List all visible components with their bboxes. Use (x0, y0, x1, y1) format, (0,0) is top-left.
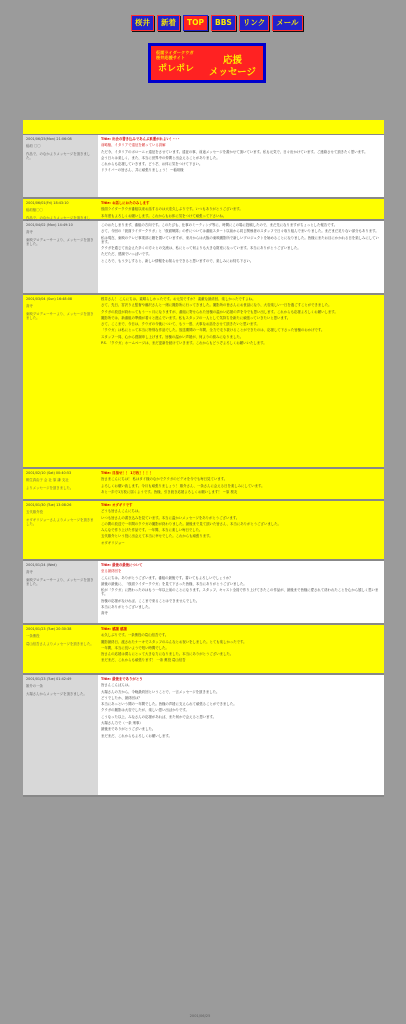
post-paragraph: ところで、もう少しすると、新しい情報をお知らせできると思いますので、楽しみにお待ち下さい。 (101, 258, 254, 263)
post-paragraph: 桜井さん！ こんにちは。素晴らしかったです。お元気ですか？ 素敵な最終回、楽しかったですよね。 (101, 297, 256, 301)
post-body (98, 675, 384, 795)
post-date: 2001/01/23 (Tue) 01:42:49 (26, 677, 72, 681)
post-paragraph: あと一歩で1万枚に届くようです。皆様、引き続き応援よろしくお願いします！ ー原 桜友 (101, 489, 238, 494)
post-meta (23, 501, 98, 559)
post-paragraph: 本年度もよろしくお願いします。これからもお体に気をつけて頑張って下さいね。 (101, 213, 227, 218)
post-author: 桐生真由子 会 社 原 謙 支社 (26, 478, 69, 483)
post-paragraph: 皆さまこんにちは！ 私はタイ様のなかでクウガのビデオを今でも毎日見ています。 (101, 477, 228, 482)
post-paragraph: さて、ここまで、今日は、クウガの今後について、もう一度、大事なお話をさせて頂きたいと思います。 (101, 322, 260, 327)
post-paragraph: 大場さん力で（一条 刑事） (101, 721, 143, 726)
post-paragraph: クウガの撮影は大変でしたが、楽しい思い出ばかりです。 (101, 708, 189, 713)
post-paragraph: 「クウガ」は私にとって本当に特別な作品でした。放送期間の一年間、全力で走り抜けることができたのは、応援して下さった皆様のおかげです。 (101, 328, 325, 333)
post-paragraph: 前略様、イタリアで遠征を願っている誤解 (101, 143, 166, 148)
page-banner (148, 43, 266, 83)
post-paragraph: 最後の最後に、「仮面ライダークウガ」を見て下さった皆様、本当にありがとうございました。 (101, 581, 247, 586)
post-date: 2001/01/24 (Wed) (26, 563, 57, 567)
post-paragraph: 本当にあっという間の一年間でした。皆様の声援に支えられて頑張ることができました。 (101, 702, 237, 707)
message-board (23, 120, 384, 797)
post-title: Title: 目指せ！！ 1万枚！！！！ (101, 471, 153, 475)
post-paragraph: 撮影所では、新番組の準備が着々と進んでいます。私もスタッフの一人として気持ちを新たに頑張っていきたいと思います。 (101, 315, 291, 320)
post-paragraph: こうなった以上、みなさんの応援があれば、また何かで会えると思います。 (101, 714, 217, 719)
post-row (23, 675, 384, 797)
post-title: Title: オダギリです (101, 503, 133, 507)
post-paragraph: お久しぶりです。一条薫役の葛山信吾です。 (101, 633, 169, 638)
post-paragraph: 仮面ライダークウガ番組以来お話するのは大変久しぶりです。いつもありがとうございます。 (101, 207, 243, 212)
post-meta (23, 199, 98, 219)
post-paragraph: 高寺 (101, 611, 108, 616)
nav-link-button[interactable]: リンク (239, 15, 269, 31)
post-title: Title: 最後の最後について (101, 563, 143, 567)
post-author: 高寺 (26, 304, 33, 309)
post-date: 2001/03/04 (Sun) 16:48:08 (26, 297, 73, 301)
post-body (98, 501, 384, 559)
post-paragraph: ただただ、感謝でいっぱいです。 (101, 252, 152, 257)
post-author-note: 東映プロデューサーより、メッセージを頂きました。 (26, 311, 94, 320)
post-paragraph: よろしくお願い致します。今月も頑張りましょう！ 雄介さん、一条さんに会える日を楽しみにしています。 (101, 483, 265, 488)
post-paragraph: どうでしたか、最終回は？ (101, 695, 142, 700)
post-author: 一条薫役 (26, 634, 40, 639)
post-paragraph: 一年間、本当に長いようで短い時間でした。 (101, 645, 169, 650)
top-nav (131, 15, 303, 31)
post-paragraph: まだまだ、これからも頑張ります！ 一条 薫役 葛山信吾 (101, 658, 186, 663)
post-author: 五代雄介役 (26, 510, 43, 515)
post-meta (23, 221, 98, 293)
post-paragraph: P.S. 「クウガ」ホームページは、まだ更新を続けていきます。これからもどうぞよろしくお願いいたします。 (101, 341, 267, 346)
post-meta (23, 295, 98, 467)
post-author-note: よりメッセージを頂きました。 (26, 485, 74, 490)
post-body (98, 469, 384, 499)
post-row (23, 199, 384, 221)
post-row (23, 469, 384, 501)
post-paragraph: みんなで作り上げた作品です。一年間、本当に楽しい毎日でした。 (101, 528, 203, 533)
post-paragraph: 皆さんこんばんは。 (101, 683, 132, 688)
post-paragraph: どうも皆さんこんにちは。 (101, 509, 142, 514)
post-paragraph: オダギリジョー (101, 540, 125, 545)
post-author-note: 東映プロデューサーより、メッセージを頂きました。 (26, 237, 94, 246)
post-list (23, 135, 384, 797)
banner-title: 応援 メッセージ (209, 55, 256, 78)
post-body (98, 561, 384, 623)
post-meta (23, 135, 98, 197)
post-paragraph: 私が「クウガ」に携わったのはもう一年以上前のことになります。スタッフ、キャスト全員で作り上げてきたこの作品が、最後まで皆様に愛されて終われたことを心から嬉しく思います。 (101, 588, 379, 597)
post-paragraph: ただ今、イタリアのボローニャ遠征をさせています。遠征の事、前途メッセージを書かせて頂いています。私も元気で、日々出かけています。ご連絡させて頂きたく思います。 (101, 149, 368, 154)
post-paragraph: これからも応援していきます。どうぞ、お体に気をつけて下さい。 (101, 162, 203, 167)
post-paragraph: 至る最終回を (101, 569, 122, 574)
post-title: Title: 出会の書き込みであんぷ系運がれよい！-・- (101, 137, 180, 141)
post-paragraph: クウガを通じて出会えた多くの方々との交流は、私にとって何よりも大きな財産になっています。本当にありがとうございました。 (101, 246, 301, 251)
post-author-note: 大場さんからメッセージを頂きました。 (26, 691, 87, 696)
post-date: 2001/06/25(Mon) 21:06:08 (26, 137, 72, 141)
post-paragraph: まだまだ、これからもよろしくお願いします。 (101, 733, 172, 738)
post-paragraph: クウガの放送が終わってもう一ヶ月になりますが、番組に寄せられた皆様の温かい応援の声を今でも思い出します。これからも応援よろしくお願いします。 (101, 309, 338, 314)
post-row (23, 501, 384, 561)
post-row (23, 295, 384, 469)
post-date: 2001/01/23 (Tue) 20:30:38 (26, 627, 72, 631)
post-author: 稲垣 〇〇 (26, 144, 41, 149)
post-body (98, 625, 384, 673)
post-meta (23, 469, 98, 499)
post-paragraph: 皆様の応援がなければ、ここまで来ることはできませんでした。 (101, 598, 200, 603)
board-header-strip (23, 120, 384, 135)
post-paragraph: ドライバーの皆さん、共に頑張りましょう！ ー稲垣様 (101, 168, 184, 173)
post-body (98, 135, 384, 197)
banner-logo: ポレポレ (158, 64, 195, 74)
post-meta (23, 675, 98, 795)
post-meta (23, 625, 98, 673)
post-row (23, 561, 384, 625)
post-row (23, 135, 384, 199)
post-paragraph: さて、先日、宮沢りえ監督や藤沢さんと一緒に撮影所に行ってきました。撮影所の皆さんにお世話になり、大変楽しい一日を過ごすことができました。 (101, 303, 332, 308)
banner-site-name: 仮面ライダークウガ 桜井応援サイト (156, 50, 194, 60)
post-date: 2001/06/01(Fri) 18:43:10 (26, 201, 69, 205)
post-paragraph: スタッフ一同、心から感謝申し上げます。皆様の温かい声援が、何よりの励みになりました。 (101, 334, 244, 339)
post-date: 2001/02/10 (Sat) 00:40:53 (26, 471, 72, 475)
post-author: 雄介の一条 (26, 684, 43, 689)
post-paragraph: この間の放送で一年間のクウガの撮影が終わりました。最後まで見て頂いた皆さん、本当にありがとうございました。 (101, 521, 281, 526)
post-row (23, 625, 384, 675)
page-footer: 2001/06/25 (189, 1014, 211, 1018)
post-author-note: 作品で、のなかよりメッセージを頂きました。 (26, 151, 91, 160)
post-date: 2001/01/30 (Tue) 13:08:26 (26, 503, 72, 507)
post-author: 稲垣様〇〇 (26, 208, 43, 213)
post-date: 2001/04/02 (Mon) 14:49:10 (26, 223, 73, 227)
nav-new-button[interactable]: 新着 (157, 15, 180, 31)
post-paragraph: 撮影最終日、渡されたケーキでスタッフのみんなとお祝いをしました。とても楽しかったです。 (101, 639, 247, 644)
nav-mail-button[interactable]: メール (272, 15, 302, 31)
post-body (98, 295, 384, 467)
post-author-note: 東映プロデューサーより、メッセージを頂きました。 (26, 577, 94, 586)
post-title: Title: お話しにおたのみします (101, 201, 150, 205)
post-body (98, 221, 384, 293)
nav-bbs-button[interactable]: BBS (211, 15, 236, 31)
post-paragraph: 大場さんの方から、今晩最終回ということで、一言メッセージを頂きました。 (101, 689, 220, 694)
post-paragraph: さて、今回の「仮面ライダークウガ」と「仮面戦隊」の件については番組スタート以前から同じ関係者のスタッフで日々取り組んでまいりました。まだまだ足りない部分もあります。 (101, 229, 379, 234)
post-paragraph: こんにちは。ありがとうございます。番組の最後です。書いてもよろしいでしょうか？ (101, 575, 233, 580)
post-row (23, 221, 384, 295)
post-paragraph: 本当にありがとうございました。 (101, 605, 152, 610)
post-title: Title: 最後までありがとう (101, 677, 143, 681)
nav-top-button[interactable]: TOP (183, 15, 208, 31)
post-paragraph: このおたしまりまず、番組の方向です。このたびも、仕事のミーティング等に、時間にこの場に投稿したので、まだ先になりますがちょっとした報告です。 (101, 223, 338, 227)
post-paragraph: 私は現在、東映のテレビ事業部に籍を置いていますが、来月からは大阪の東映撮影所で新しいプロジェクトを始めることになりました。皆様にまたお目にかかれる日を楽しみにしています。 (101, 235, 379, 244)
nav-sakurai-button[interactable]: 桜井 (131, 15, 154, 31)
post-body (98, 199, 384, 219)
post-author-note: オダギリジョーさんよりメッセージを頂きました。 (26, 517, 94, 526)
post-author: 高寺 (26, 570, 33, 575)
post-paragraph: いつも皆さんの書き込みを見ています。本当に温かいメッセージをありがとうございます。 (101, 515, 240, 520)
post-paragraph: 最後までありがとうございました。 (101, 727, 156, 732)
post-paragraph: 皆さんの応援は僕らにとって大きな力になりました。本当にありがとうございました。 (101, 652, 234, 657)
post-meta (23, 561, 98, 623)
post-title: Title: 感謝 感謝 (101, 627, 127, 631)
post-paragraph: 五代雄介という役に出会えて本当に幸せでした。これからも頑張ります。 (101, 534, 213, 539)
post-paragraph: 会う日々は楽しく、また、本当に世界中の仲間と出会えることがありました。 (101, 155, 220, 160)
post-author-note: 作品で、のなかよりメッセージを頂きまし (26, 215, 91, 220)
post-author: 高寺 (26, 230, 33, 235)
post-author-note: 葛山信吾さんよりメッセージを頂きました。 (26, 641, 94, 646)
